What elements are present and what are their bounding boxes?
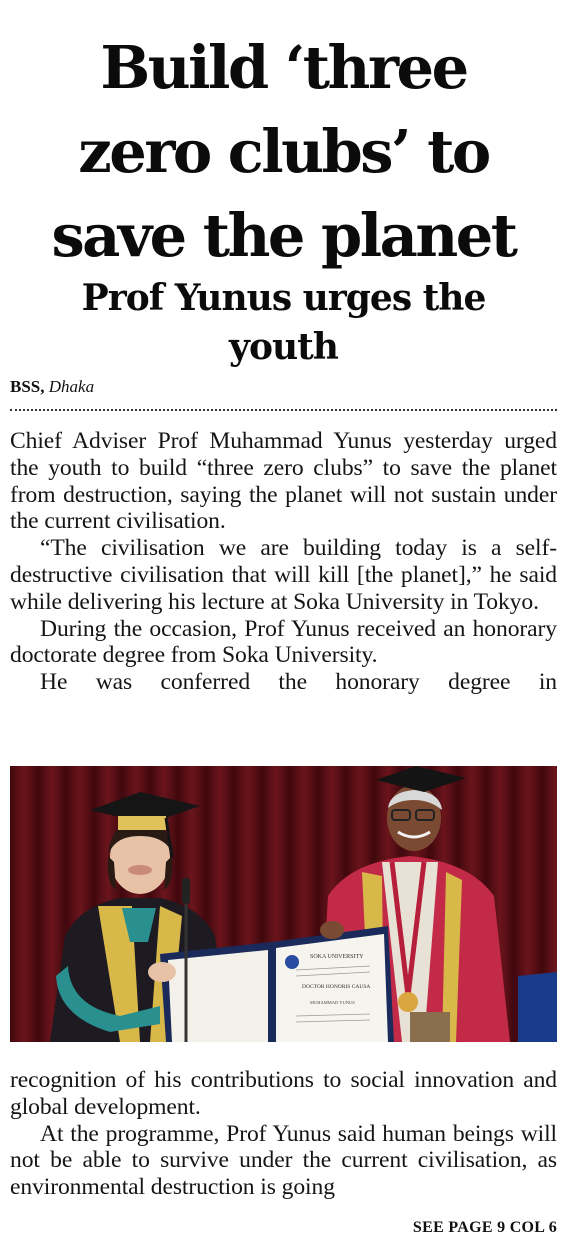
byline-place: Dhaka [48,377,95,396]
byline [10,376,94,398]
headline [8,26,559,278]
article-body-bottom [10,1067,557,1201]
headline-line-3: save the planet [51,201,516,270]
headline-line-1: Build ‘three [100,33,467,102]
ceremony-photo-illustration [10,766,557,1042]
certificate-title: DOCTOR HONORIS CAUSA [302,984,371,990]
continued-on-page-note: SEE PAGE 9 COL 6 [412,1219,557,1236]
certificate-recipient: MUHAMMAD YUNUS [310,1000,355,1005]
paragraph-2: “The civilisation we are building today is a self-destructive civilisation that will kill [the planet],” he said while delivering his lecture at Soka University in Tokyo. [10,535,557,615]
ceremony-photo [10,766,557,1042]
lectern [518,972,557,1042]
certificate-heading: SOKA UNIVERSITY [310,954,364,960]
subheadline-line-1: Prof Yunus urges the [81,277,486,319]
paragraph-4-continued: recognition of his contributions to social innovation and global development. [10,1067,557,1120]
paragraph-4-start: He was conferred the honorary degree in [40,669,557,696]
paragraph-3: During the occasion, Prof Yunus received an honorary doctorate degree from Soka University. [10,615,557,669]
dotted-divider [10,409,557,411]
paragraph-1: Chief Adviser Prof Muhammad Yunus yesterday urged the youth to build “three zero clubs” to save the planet from destruction, saying the planet will not sustain under the current civilisation. [10,428,557,535]
subheadline [8,274,559,372]
article-body-top [10,428,557,696]
paragraph-5: At the programme, Prof Yunus said human beings will not be able to survive under the current civilisation, as environmental destruction is going [10,1120,557,1201]
byline-source: BSS, [10,377,45,396]
subheadline-line-2: youth [229,326,338,368]
headline-line-2: zero clubs’ to [78,117,489,186]
